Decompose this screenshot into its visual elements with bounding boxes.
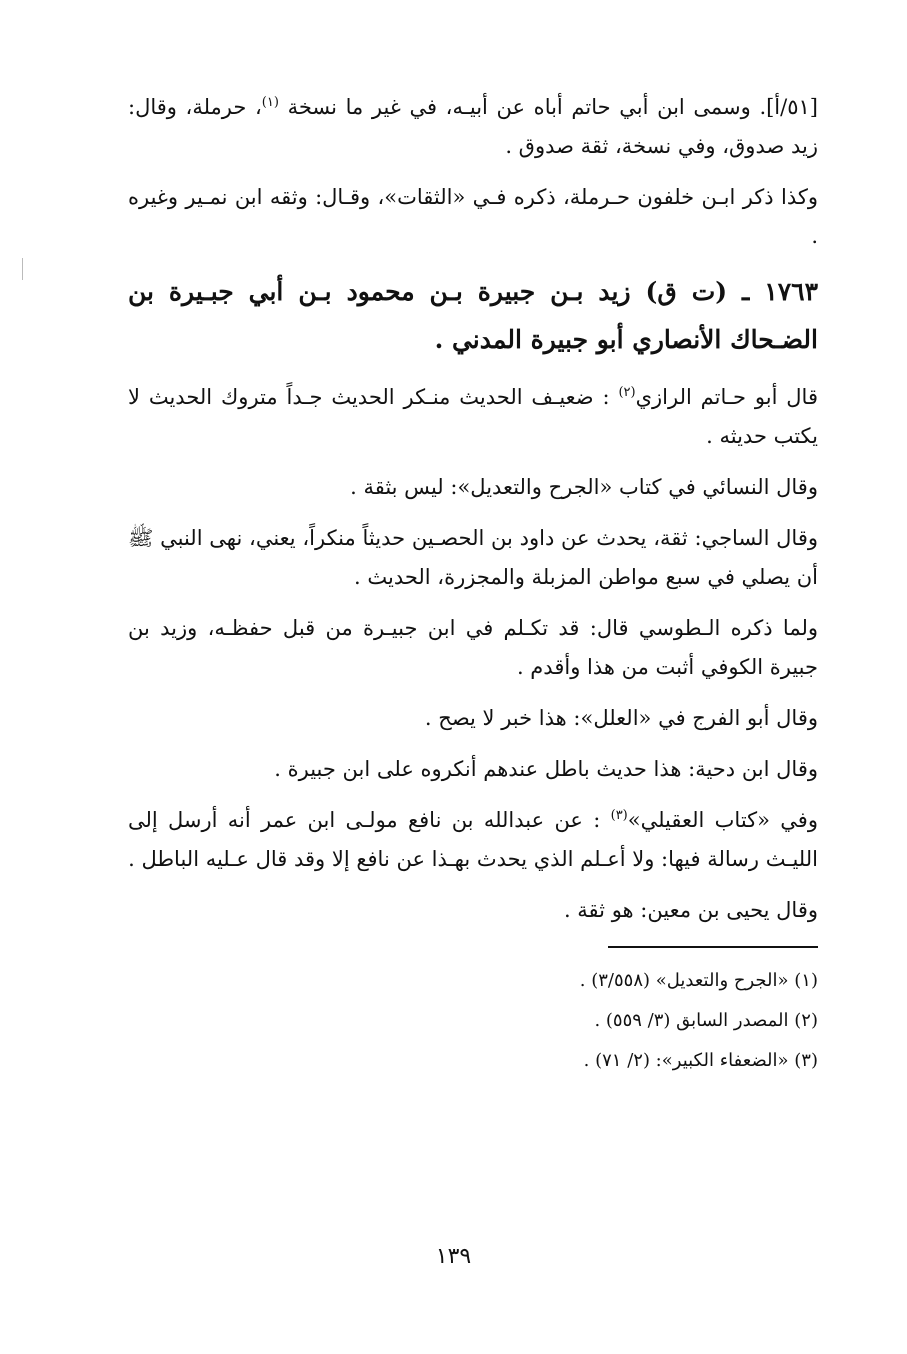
paragraph-1 [128, 88, 818, 166]
paragraph-text: ولما ذكره الـطوسي قال: قد تكـلم في ابن جبيـرة من قبل حفظـه، وزيد بن جبيرة الكوفي أثبت من هذا وأقدم . [128, 616, 818, 679]
footnote-ref-3[interactable]: (٣) [610, 808, 628, 823]
paragraph-text: وفي «كتاب العقيلي» [627, 808, 818, 832]
paragraph-10 [128, 891, 818, 930]
paragraph-text: وقال يحيى بن معين: هو ثقة . [563, 898, 818, 922]
paragraph-5 [128, 519, 818, 597]
page-number: ١٣٩ [435, 1244, 472, 1269]
scan-edge-mark [22, 258, 23, 280]
paragraph-3 [128, 378, 818, 456]
footnote-3: (٣) «الضعفاء الكبير»: (٢/ ٧١) . [583, 1050, 818, 1071]
paragraph-text: وقال أبو الفرج في «العلل»: هذا خبر لا يصح . [424, 706, 818, 730]
footnote-divider [608, 946, 818, 948]
paragraph-text: وكذا ذكر ابـن خلفون حـرملة، ذكره فـي «الثقات»، وقـال: وثقه ابن نمـير وغيره . [128, 185, 818, 248]
paragraph-text-tail: : عن عبدالله بن نافع مولـى ابن عمر أنه أرسل إلى الليـث رسالة فيها: ولا أعـلم الذي يحدث بهـذا عن نافع إلا وقد قال عـليه الباطل . [128, 808, 818, 871]
paragraph-text: قال أبو حـاتم الرازي [635, 385, 818, 409]
paragraph-text: وقال النسائي في كتاب «الجرح والتعديل»: ليس بثقة . [350, 475, 818, 499]
footnote-1: (١) «الجرح والتعديل» (٣/٥٥٨) . [579, 970, 818, 991]
page-body [128, 88, 818, 1086]
paragraph-8 [128, 750, 818, 789]
footnotes [128, 966, 818, 1076]
paragraph-4 [128, 468, 818, 507]
entry-heading: ١٧٦٣ ـ (ت ق) زيد بـن جبيرة بـن محمود بـن أبي جبـيرة بن الضـحاك الأنصاري أبو جبيرة المدني . [128, 277, 818, 354]
footnote-ref-2[interactable]: (٢) [618, 385, 636, 400]
footnote-ref-1[interactable]: (١) [261, 95, 279, 110]
paragraph-2 [128, 178, 818, 256]
footnote-2: (٢) المصدر السابق (٣/ ٥٥٩) . [594, 1010, 818, 1031]
paragraph-text: وقال الساجي: ثقة، يحدث عن داود بن الحصـين حديثاً منكراً، يعني، نهى النبي ﷺ أن يصلي في سبع مواطن المزبلة والمجزرة، الحديث . [128, 526, 818, 589]
paragraph-text: [٥١/أ]. وسمى ابن أبي حاتم أباه عن أبيـه، في غير ما نسخة [278, 95, 818, 119]
paragraph-text-tail: ، حرملة، وقال: زيد صدوق، وفي نسخة، ثقة صدوق . [128, 95, 818, 158]
paragraph-7 [128, 699, 818, 738]
paragraph-6 [128, 609, 818, 687]
paragraph-text-tail: : ضعيـف الحديث منـكر الحديث جـداً متروك الحديث لا يكتب حديثه . [128, 385, 818, 448]
paragraph-9 [128, 801, 818, 879]
paragraph-text: وقال ابن دحية: هذا حديث باطل عندهم أنكروه على ابن جبيرة . [274, 757, 818, 781]
